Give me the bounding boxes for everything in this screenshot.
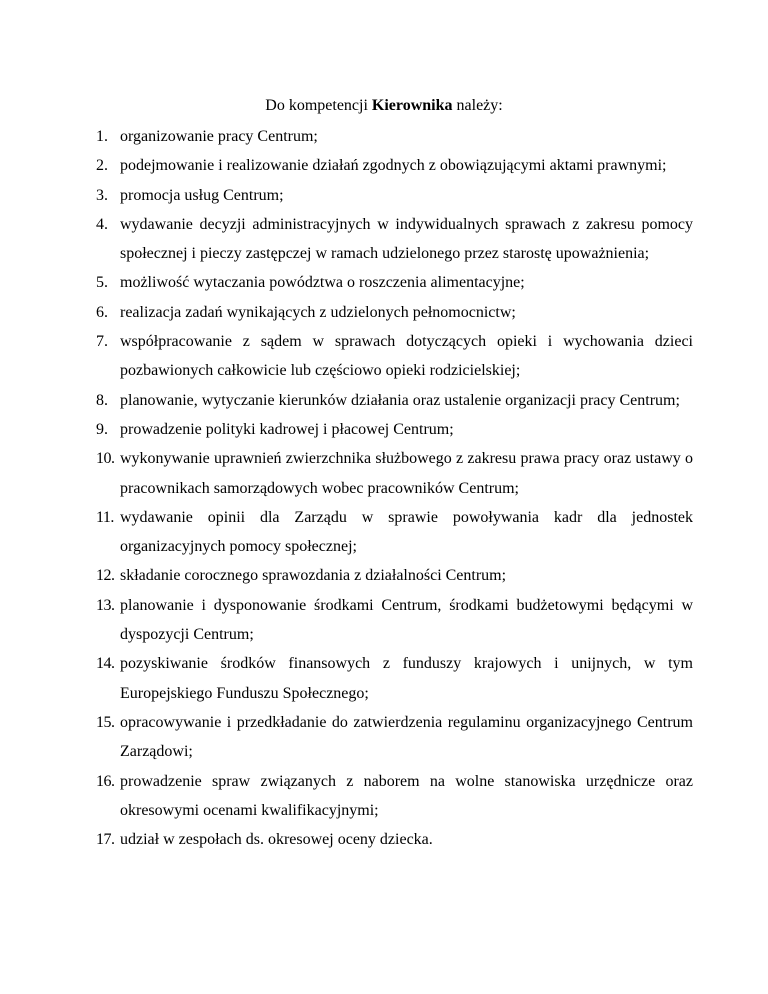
item-number: 17. <box>96 831 115 849</box>
item-number: 6. <box>96 303 108 321</box>
list-item <box>96 386 693 415</box>
list-item <box>96 708 693 767</box>
item-text: prowadzenie polityki kadrowej i płacowej Centrum; <box>120 420 454 438</box>
list-item <box>96 649 693 708</box>
item-text: wykonywanie uprawnień zwierzchnika służbowego z zakresu prawa pracy oraz ustawy o pracownikach samorządowych wobec pracowników Centrum; <box>120 450 693 497</box>
item-text: promocja usług Centrum; <box>120 186 284 204</box>
item-text: możliwość wytaczania powództwa o roszczenia alimentacyjne; <box>120 274 525 292</box>
list-item <box>96 268 693 297</box>
item-text: planowanie, wytyczanie kierunków działania oraz ustalenie organizacji pracy Centrum; <box>120 391 680 409</box>
item-number: 1. <box>96 128 108 145</box>
item-number: 14. <box>96 655 115 673</box>
heading-prefix: Do kompetencji <box>265 97 372 114</box>
item-text: udział w zespołach ds. okresowej oceny dziecka. <box>120 831 433 849</box>
item-text: organizowanie pracy Centrum; <box>120 128 318 145</box>
item-text: pozyskiwanie środków finansowych z funduszy krajowych i unijnych, w tym Europejskiego Funduszu Społecznego; <box>120 655 693 702</box>
item-text: prowadzenie spraw związanych z naborem na wolne stanowiska urzędnicze oraz okresowymi ocenami kwalifikacyjnymi; <box>120 772 693 819</box>
list-item <box>96 444 693 503</box>
item-text: współpracowanie z sądem w sprawach dotyczących opieki i wychowania dzieci pozbawionych całkowicie lub częściowo opieki rodzicielskiej; <box>120 333 693 380</box>
item-number: 16. <box>96 772 115 790</box>
heading-suffix: należy: <box>452 97 503 114</box>
list-item <box>96 181 693 210</box>
item-text: planowanie i dysponowanie środkami Centrum, środkami budżetowymi będącymi w dyspozycji Centrum; <box>120 596 693 644</box>
heading-bold-word: Kierownika <box>371 97 453 114</box>
item-number: 13. <box>96 596 115 614</box>
item-text: podejmowanie i realizowanie działań zgodnych z obowiązującymi aktami prawnymi; <box>120 157 667 175</box>
competence-list <box>96 122 693 854</box>
item-number: 3. <box>96 186 108 204</box>
item-number: 9. <box>96 420 108 438</box>
list-item <box>96 767 693 826</box>
item-number: 15. <box>96 713 115 731</box>
item-number: 10. <box>96 450 115 468</box>
list-item <box>96 122 693 151</box>
item-text: wydawanie opinii dla Zarządu w sprawie powoływania kadr dla jednostek organizacyjnych pomocy społecznej; <box>120 508 693 556</box>
item-number: 12. <box>96 567 115 585</box>
item-text: realizacja zadań wynikających z udzielonych pełnomocnictw; <box>120 303 516 321</box>
page-heading <box>0 94 768 118</box>
item-text: opracowywanie i przedkładanie do zatwierdzenia regulaminu organizacyjnego Centrum Zarządowi; <box>120 713 693 761</box>
list-item <box>96 210 693 269</box>
list-item <box>96 327 693 386</box>
item-number: 7. <box>96 333 108 351</box>
list-item <box>96 415 693 444</box>
item-number: 4. <box>96 215 108 233</box>
list-item <box>96 561 693 590</box>
list-item <box>96 503 693 562</box>
item-number: 5. <box>96 274 108 292</box>
list-item <box>96 151 693 180</box>
list-item <box>96 825 693 854</box>
item-text: wydawanie decyzji administracyjnych w indywidualnych sprawach z zakresu pomocy społecznej i pieczy zastępczej w ramach udzielonego przez starostę upoważnienia; <box>120 215 693 263</box>
item-number: 11. <box>96 508 114 526</box>
item-text: składanie corocznego sprawozdania z działalności Centrum; <box>120 567 507 585</box>
list-item <box>96 298 693 327</box>
item-number: 8. <box>96 391 108 409</box>
item-number: 2. <box>96 157 108 175</box>
list-item <box>96 591 693 650</box>
